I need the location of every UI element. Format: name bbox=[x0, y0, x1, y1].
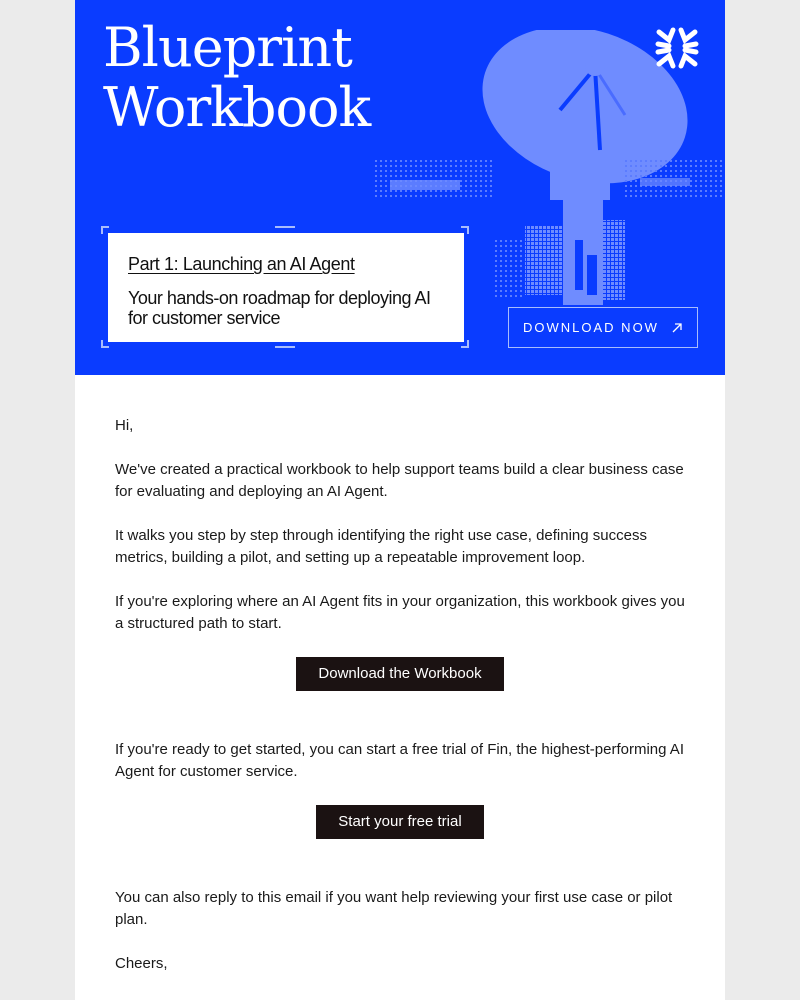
download-workbook-button[interactable]: Download the Workbook bbox=[296, 657, 503, 691]
download-now-button[interactable] bbox=[508, 307, 698, 348]
email-container bbox=[75, 0, 725, 1000]
greeting: Hi, bbox=[115, 417, 134, 434]
part-1-link[interactable]: Part 1: Launching an AI Agent bbox=[128, 254, 355, 274]
paragraph-exploring: If you're exploring where an AI Agent fits in your organization, this workbook gives you a structured path to start. bbox=[115, 593, 685, 632]
hero-title-line1: Blueprint bbox=[103, 16, 352, 79]
paragraph-trial: If you're ready to get started, you can start a free trial of Fin, the highest-performing AI Agent for customer service. bbox=[115, 741, 684, 780]
download-now-label: DOWNLOAD NOW bbox=[523, 320, 659, 335]
brand-asterisk-icon bbox=[655, 26, 699, 70]
hero-title-line2: Workbook bbox=[103, 76, 371, 139]
hero-card-subtitle: Your hands-on roadmap for deploying AI for customer service bbox=[128, 288, 431, 328]
cta-download-wrap bbox=[115, 657, 685, 691]
frame-tick bbox=[275, 346, 295, 348]
paragraph-steps: It walks you step by step through identifying the right use case, defining success metrics, building a pilot, and setting up a repeatable improvement loop. bbox=[115, 527, 647, 566]
signoff: Cheers, bbox=[115, 955, 168, 972]
hero-card-frame bbox=[101, 226, 469, 348]
hero-card bbox=[108, 233, 464, 342]
email-body bbox=[75, 375, 725, 975]
cta-trial-wrap bbox=[115, 805, 685, 839]
paragraph-reply: You can also reply to this email if you want help reviewing your first use case or pilot plan. bbox=[115, 889, 673, 928]
hero-banner bbox=[75, 0, 725, 375]
frame-tick bbox=[275, 226, 295, 228]
arrow-up-right-icon bbox=[671, 322, 683, 334]
start-free-trial-button[interactable]: Start your free trial bbox=[316, 805, 483, 839]
paragraph-intro: We've created a practical workbook to help support teams build a clear business case for evaluating and deploying an AI Agent. bbox=[115, 461, 684, 500]
hero-title bbox=[103, 18, 370, 138]
